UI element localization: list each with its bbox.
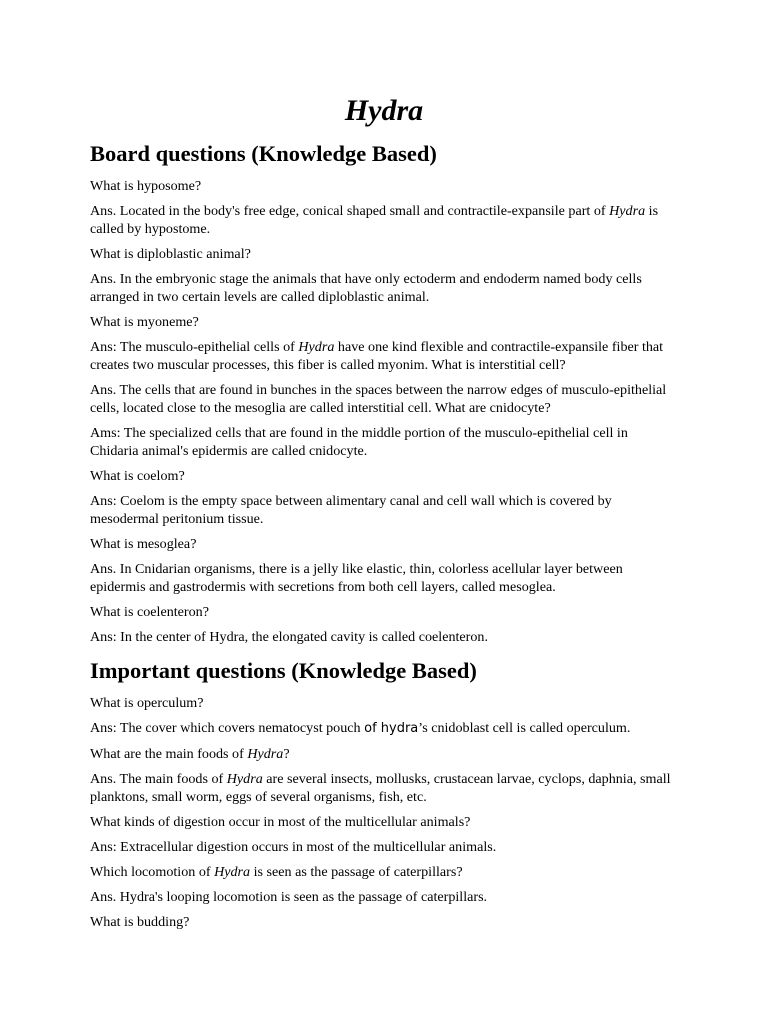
paragraph	[90, 863, 678, 881]
text-run: What is myoneme?	[90, 314, 199, 330]
italic-text: Hydra	[226, 771, 263, 787]
text-run: Ams: The specialized cells that are found in the middle portion of the musculo-epithelial cell in Chidaria animal's epidermis are called cnidocyte.	[90, 425, 628, 459]
paragraph	[90, 270, 678, 306]
paragraph	[90, 603, 678, 621]
italic-text: Hydra	[247, 746, 284, 762]
text-run: What is hyposome?	[90, 178, 202, 194]
paragraph	[90, 381, 678, 417]
italic-text: Hydra	[214, 864, 251, 880]
paragraph	[90, 467, 678, 485]
text-run: What is mesoglea?	[90, 536, 197, 552]
paragraph	[90, 313, 678, 331]
section-heading: Important questions (Knowledge Based)	[90, 658, 477, 683]
document-body	[90, 139, 678, 931]
paragraph	[90, 245, 678, 263]
text-run: Ans: Extracellular digestion occurs in most of the multicellular animals.	[90, 839, 497, 855]
paragraph	[90, 424, 678, 460]
text-run: Ans. In the embryonic stage the animals that have only ectoderm and endoderm named body cells arranged in two certain levels are called diploblastic animal.	[90, 271, 642, 305]
text-run: Which locomotion of	[90, 864, 215, 880]
paragraph	[90, 492, 678, 528]
paragraph	[90, 745, 678, 763]
paragraph	[90, 813, 678, 831]
paragraph	[90, 888, 678, 906]
text-run: Ans. The cells that are found in bunches in the spaces between the narrow edges of musculo-epithelial cells, located close to the mesoglia are called interstitial cell. What are cnidocyte?	[90, 382, 667, 416]
text-run: Ans. The main foods of	[90, 771, 227, 787]
paragraph	[90, 535, 678, 553]
text-run: Ans. In Cnidarian organisms, there is a jelly like elastic, thin, colorless acellular layer between epidermis and gastrodermis with secretions from both cell layers, called mesoglea.	[90, 561, 623, 595]
text-run: What is coelom?	[90, 468, 185, 484]
paragraph	[90, 838, 678, 856]
text-run: What are the main foods of	[90, 746, 248, 762]
text-run: is seen as the passage of caterpillars?	[250, 864, 463, 880]
text-run: What is coelenteron?	[90, 604, 209, 620]
section-2	[90, 656, 678, 931]
text-run: are several insects, mollusks, crustacean larvae, cyclops, daphnia, small planktons, small worm, eggs of several organisms, fish, etc.	[90, 771, 671, 805]
paragraph	[90, 719, 678, 738]
text-run: Ans: The musculo-epithelial cells of	[90, 339, 299, 355]
paragraph	[90, 177, 678, 195]
section-1	[90, 139, 678, 646]
text-run: Ans: Coelom is the empty space between alimentary canal and cell wall which is covered by mesodermal peritonium tissue.	[90, 493, 612, 527]
text-run: What is budding?	[90, 914, 190, 930]
text-run: have one kind flexible and contractile-expansile fiber that creates two muscular processes, this fiber is called myonim. What is interstitial cell?	[90, 339, 664, 373]
text-run: Ans. Located in the body's free edge, conical shaped small and contractile-expansile part of	[90, 203, 610, 219]
text-run: What is diploblastic animal?	[90, 246, 251, 262]
paragraph	[90, 202, 678, 238]
paragraph	[90, 628, 678, 646]
italic-text: Hydra	[609, 203, 646, 219]
text-run: is called by hypostome.	[90, 203, 659, 237]
paragraph	[90, 560, 678, 596]
text-run: What is operculum?	[90, 695, 204, 711]
text-run: Ans: The cover which covers nematocyst pouch	[90, 720, 365, 736]
paragraph	[90, 770, 678, 806]
paragraph	[90, 338, 678, 374]
text-run: of hydra	[364, 721, 419, 736]
paragraph	[90, 913, 678, 931]
text-run: Ans: In the center of Hydra, the elongated cavity is called coelenteron.	[90, 629, 488, 645]
text-run: What kinds of digestion occur in most of the multicellular animals?	[90, 814, 471, 830]
paragraph	[90, 694, 678, 712]
section-heading: Board questions (Knowledge Based)	[90, 141, 437, 166]
italic-text: Hydra	[298, 339, 335, 355]
text-run: Ans. Hydra's looping locomotion is seen as the passage of caterpillars.	[90, 889, 488, 905]
text-run: ?	[283, 746, 290, 762]
page-title: Hydra	[344, 94, 424, 127]
text-run: ’s cnidoblast cell is called operculum.	[418, 720, 631, 736]
